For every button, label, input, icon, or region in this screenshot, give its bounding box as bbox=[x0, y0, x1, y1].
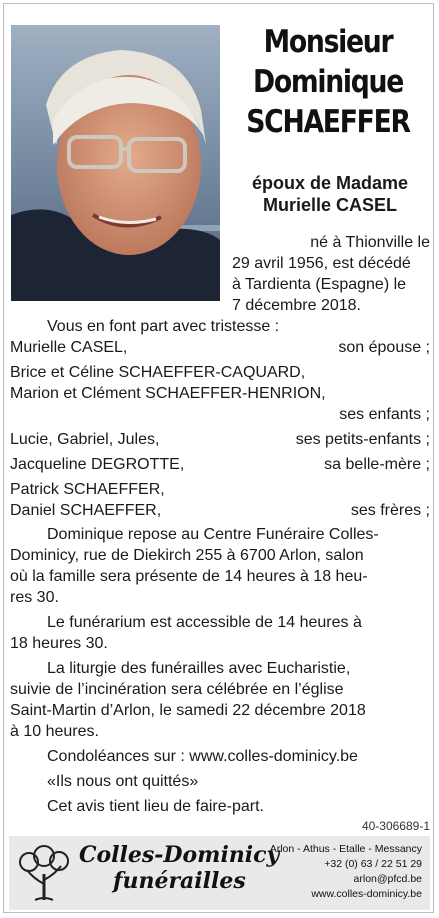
portrait-photo bbox=[11, 25, 220, 301]
quote-line: «Ils nous ont quittés» bbox=[47, 773, 199, 790]
condolences-line: Condoléances sur : www.colles-dominicy.be bbox=[47, 748, 358, 765]
reference-number: 40-306689-1 bbox=[361, 819, 430, 833]
wife-role: son épouse ; bbox=[338, 339, 430, 356]
family-row-mother-in-law bbox=[10, 454, 430, 475]
liturgy-paragraph bbox=[10, 658, 430, 742]
mother-in-law-name: Jacqueline DEGROTTE, bbox=[10, 456, 185, 473]
title-line-3: SCHAEFFER bbox=[246, 104, 410, 140]
children-line-2: Marion et Clément SCHAEFFER-HENRION, bbox=[10, 385, 326, 402]
brothers-role: ses frères ; bbox=[350, 502, 430, 519]
repose-paragraph bbox=[10, 524, 430, 608]
phone: +32 (0) 63 / 22 51 29 bbox=[324, 858, 422, 870]
notice-body bbox=[10, 316, 430, 817]
locations: Arlon - Athus - Etalle - Messancy bbox=[269, 843, 422, 855]
funerarium-line-2: 18 heures 30. bbox=[10, 635, 108, 652]
funerarium-paragraph bbox=[10, 612, 430, 654]
liturgy-line-2: suivie de l’incinération sera célébrée en l’église bbox=[10, 681, 344, 698]
birth-death-info bbox=[232, 232, 430, 316]
children-role: ses enfants ; bbox=[339, 406, 430, 423]
bio-line-4: 7 décembre 2018. bbox=[232, 297, 361, 314]
family-row-wife bbox=[10, 337, 430, 358]
repose-line-2: Dominicy, rue de Diekirch 255 à 6700 Arlon, salon bbox=[10, 547, 364, 564]
funerarium-line-1: Le funérarium est accessible de 14 heures à bbox=[47, 614, 362, 631]
bio-line-2: 29 avril 1956, est décédé bbox=[232, 255, 411, 272]
tree-logo-icon bbox=[15, 844, 73, 902]
brother-2: Daniel SCHAEFFER, bbox=[10, 502, 162, 519]
contact-info bbox=[270, 842, 422, 902]
mother-in-law-role: sa belle-mère ; bbox=[324, 456, 430, 473]
title-line-1: Monsieur bbox=[263, 24, 393, 60]
website-link[interactable]: www.colles-dominicy.be bbox=[311, 888, 422, 900]
spouse-line-2: Murielle CASEL bbox=[262, 195, 398, 215]
family-row-grandchildren bbox=[10, 429, 430, 450]
children-line-1: Brice et Céline SCHAEFFER-CAQUARD, bbox=[10, 364, 306, 381]
deceased-name bbox=[230, 22, 426, 142]
brother-1: Patrick SCHAEFFER, bbox=[10, 481, 165, 498]
liturgy-line-1: La liturgie des funérailles avec Eucharistie, bbox=[47, 660, 351, 677]
funeral-home-footer bbox=[9, 836, 430, 910]
spouse-line-1: époux de Madame bbox=[251, 173, 409, 193]
email-link[interactable]: arlon@pfcd.be bbox=[353, 873, 422, 885]
notice-line: Cet avis tient lieu de faire-part. bbox=[47, 798, 264, 815]
repose-line-1: Dominique repose au Centre Funéraire Colles- bbox=[47, 526, 379, 543]
liturgy-line-3: Saint-Martin d’Arlon, le samedi 22 décembre 2018 bbox=[10, 702, 366, 719]
bio-line-1: né à Thionville le bbox=[310, 234, 430, 251]
grandchildren-names: Lucie, Gabriel, Jules, bbox=[10, 431, 160, 448]
spouse-info bbox=[240, 172, 420, 216]
bio-line-3: à Tardienta (Espagne) le bbox=[232, 276, 407, 293]
grandchildren-role: ses petits-enfants ; bbox=[295, 431, 430, 448]
title-line-2: Dominique bbox=[252, 64, 404, 100]
repose-line-3: où la famille sera présente de 14 heures à 18 heu- bbox=[10, 568, 368, 585]
intro-text: Vous en font part avec tristesse : bbox=[47, 318, 280, 335]
wife-name: Murielle CASEL, bbox=[10, 339, 128, 356]
repose-line-4: res 30. bbox=[10, 589, 59, 606]
liturgy-line-4: à 10 heures. bbox=[10, 723, 99, 740]
funeral-home-logo bbox=[79, 842, 279, 894]
family-row-brothers bbox=[10, 500, 430, 521]
brand-line-2: funérailles bbox=[113, 868, 246, 894]
children-role-row bbox=[10, 404, 430, 425]
brand-line-1: Colles-Dominicy bbox=[79, 842, 280, 868]
